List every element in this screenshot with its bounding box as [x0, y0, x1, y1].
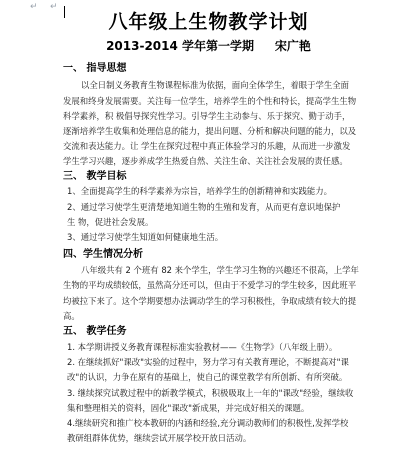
paragraph-mark-icon: ↵	[30, 2, 38, 12]
list-item: 集和整理相关的资料，固化"课改"新成果，并完成好相关的课题。	[67, 403, 310, 413]
section-heading: 四、学生情况分析	[63, 249, 143, 260]
paragraph-line: 以全日制义务教育生物课程标准为依据，面向全体学生，着眼于学生全面	[81, 80, 349, 90]
paragraph-line: 生物的平均成绩较低，虽然高分还可以，但由于不爱学习的学生较多，因此班平	[63, 280, 357, 290]
list-item: 3. 继续探究试教过程中的新教学模式，积极吸取上一年的"课改"经验，继续收	[67, 388, 354, 398]
paragraph-line: 学生学习兴趣，逐步养成学生热爱自然、关注生命、关注社会发展的责任感。	[63, 156, 348, 166]
paragraph-line: 科学素养，积 极倡导探究性学习。引导学生主动参与、乐于探究、勤于动手，	[63, 111, 351, 121]
list-item: 4.继续研究和推广校本教研的内涵和经验,充分调动教师们的积极性,发挥学校	[67, 418, 349, 428]
list-item: 教研组群体优势，继续尝试开展学校开放日活动。	[67, 433, 252, 443]
paragraph-line: 逐渐培养学生收集和处理信息的能力，提出问题、分析和解决问题的能力，以及	[63, 126, 357, 136]
section-heading: 一、 指导思想	[63, 63, 127, 74]
paragraph-line: 高。	[63, 311, 80, 321]
document-subtitle: 2013-2014 学年第一学期 宋广艳	[106, 39, 311, 53]
section-heading: 三、 教学目标	[63, 171, 127, 182]
list-item: 3、通过学习使学生知道如何健康地生活。	[67, 232, 224, 242]
paragraph-line: 八年级共有 2 个班有 82 来个学生，学生学习生物的兴趣还不很高，上学年	[81, 265, 359, 275]
document-title: 八年级上生物教学计划	[108, 11, 309, 33]
section-heading: 五、 教学任务	[63, 326, 127, 337]
paragraph-line: 均被拉下来了。这个学期要想办法调动学生的学习积极性，争取成绩有较大的提	[63, 296, 357, 306]
list-item: 1、全面提高学生的科学素养为宗旨，培养学生的创新精神和实践能力。	[67, 186, 332, 196]
paragraph-line: 发展和终身发展需要。关注每一位学生，培养学生的个性和特长，提高学生生物	[63, 96, 357, 106]
list-item: 生 物，促进社会发展。	[67, 217, 154, 227]
list-item: 2、通过学习使学生更清楚地知道生物的生殖和发育，从而更有意识地保护	[67, 202, 341, 212]
list-item: 2. 在继续抓好"课改"实验的过程中，努力学习有关教育理论，不断提高对"课	[67, 357, 349, 367]
list-item: 1. 本学期讲授义务教育课程标准实验教材——《生物学》（八年级上册）。	[67, 342, 338, 352]
paragraph-line: 交流和表达能力。让 学生在探究过程中真正体验学习的乐趣，从而进一步激发	[63, 141, 351, 151]
list-item: 改"的认识，力争在原有的基础上，使自己的课堂教学有所创新、有所突破。	[67, 372, 348, 382]
paragraph-mark-icon: ↵	[50, 2, 58, 12]
